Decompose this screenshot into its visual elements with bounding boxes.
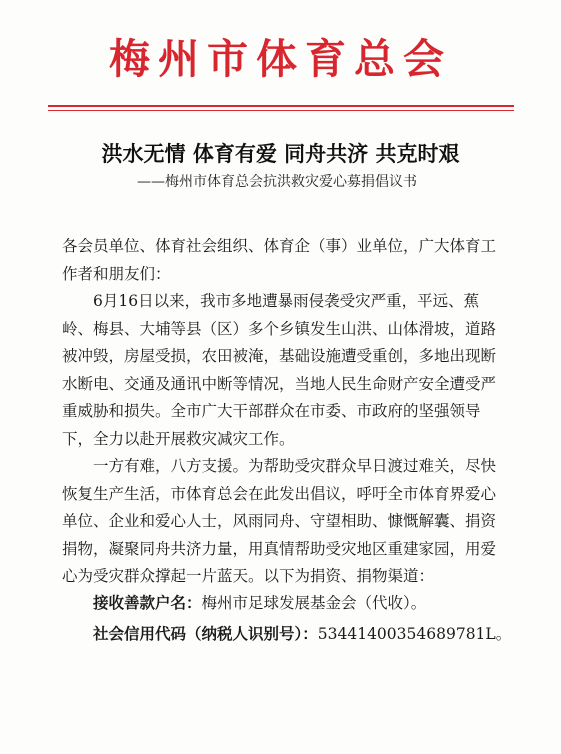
- letterhead-divider: [48, 105, 514, 107]
- credit-code-label: 社会信用代码（纳税人识别号）：: [93, 625, 318, 643]
- account-name-value: 梅州市足球发展基金会（代收）。: [201, 594, 427, 612]
- document-headline: 洪水无情 体育有爱 同舟共济 共克时艰: [101, 141, 460, 166]
- account-name-label: 接收善款户名：: [93, 594, 202, 612]
- letterhead-title: 梅州市体育总会: [109, 35, 452, 83]
- body-paragraph-2: 一方有难，八方支援。为帮助受灾群众早日渡过难关，尽快恢复生产生活，市体育总会在此发出倡议，呼吁全市体育界爱心单位、企业和爱心人士，风雨同舟、守望相助、慷慨解囊、捐资捐物，凝聚同舟共济力量，用真情帮助受灾地区重建家园，用爱心为受灾群众撑起一片蓝天。以下为捐资、捐物渠道：: [62, 457, 497, 585]
- document-subheadline: ——梅州市体育总会抗洪救灾爱心募捐倡议书: [137, 174, 417, 190]
- body-paragraph-1: 6月16日以来，我市多地遭暴雨侵袭受灾严重，平远、蕉岭、梅县、大埔等县（区）多个乡镇发生山洪、山体滑坡，道路被冲毁，房屋受损，农田被淹，基础设施遭受重创，多地出现断水断电、交通及通讯中断等情况，当地人民生命财产安全遭受严重威胁和损失。全市广大干部群众在市委、市政府的坚强领导下，全力以赴开展救灾减灾工作。: [62, 292, 497, 448]
- letterhead-divider-thin: [48, 110, 514, 111]
- credit-code-value: 53441400354689781L。: [317, 625, 512, 643]
- account-name-line: [93, 590, 426, 618]
- salutation-paragraph: 各会员单位、体育社会组织、体育企（事）业单位，广大体育工作者和朋友们：: [62, 237, 497, 283]
- credit-code-line: [93, 621, 511, 649]
